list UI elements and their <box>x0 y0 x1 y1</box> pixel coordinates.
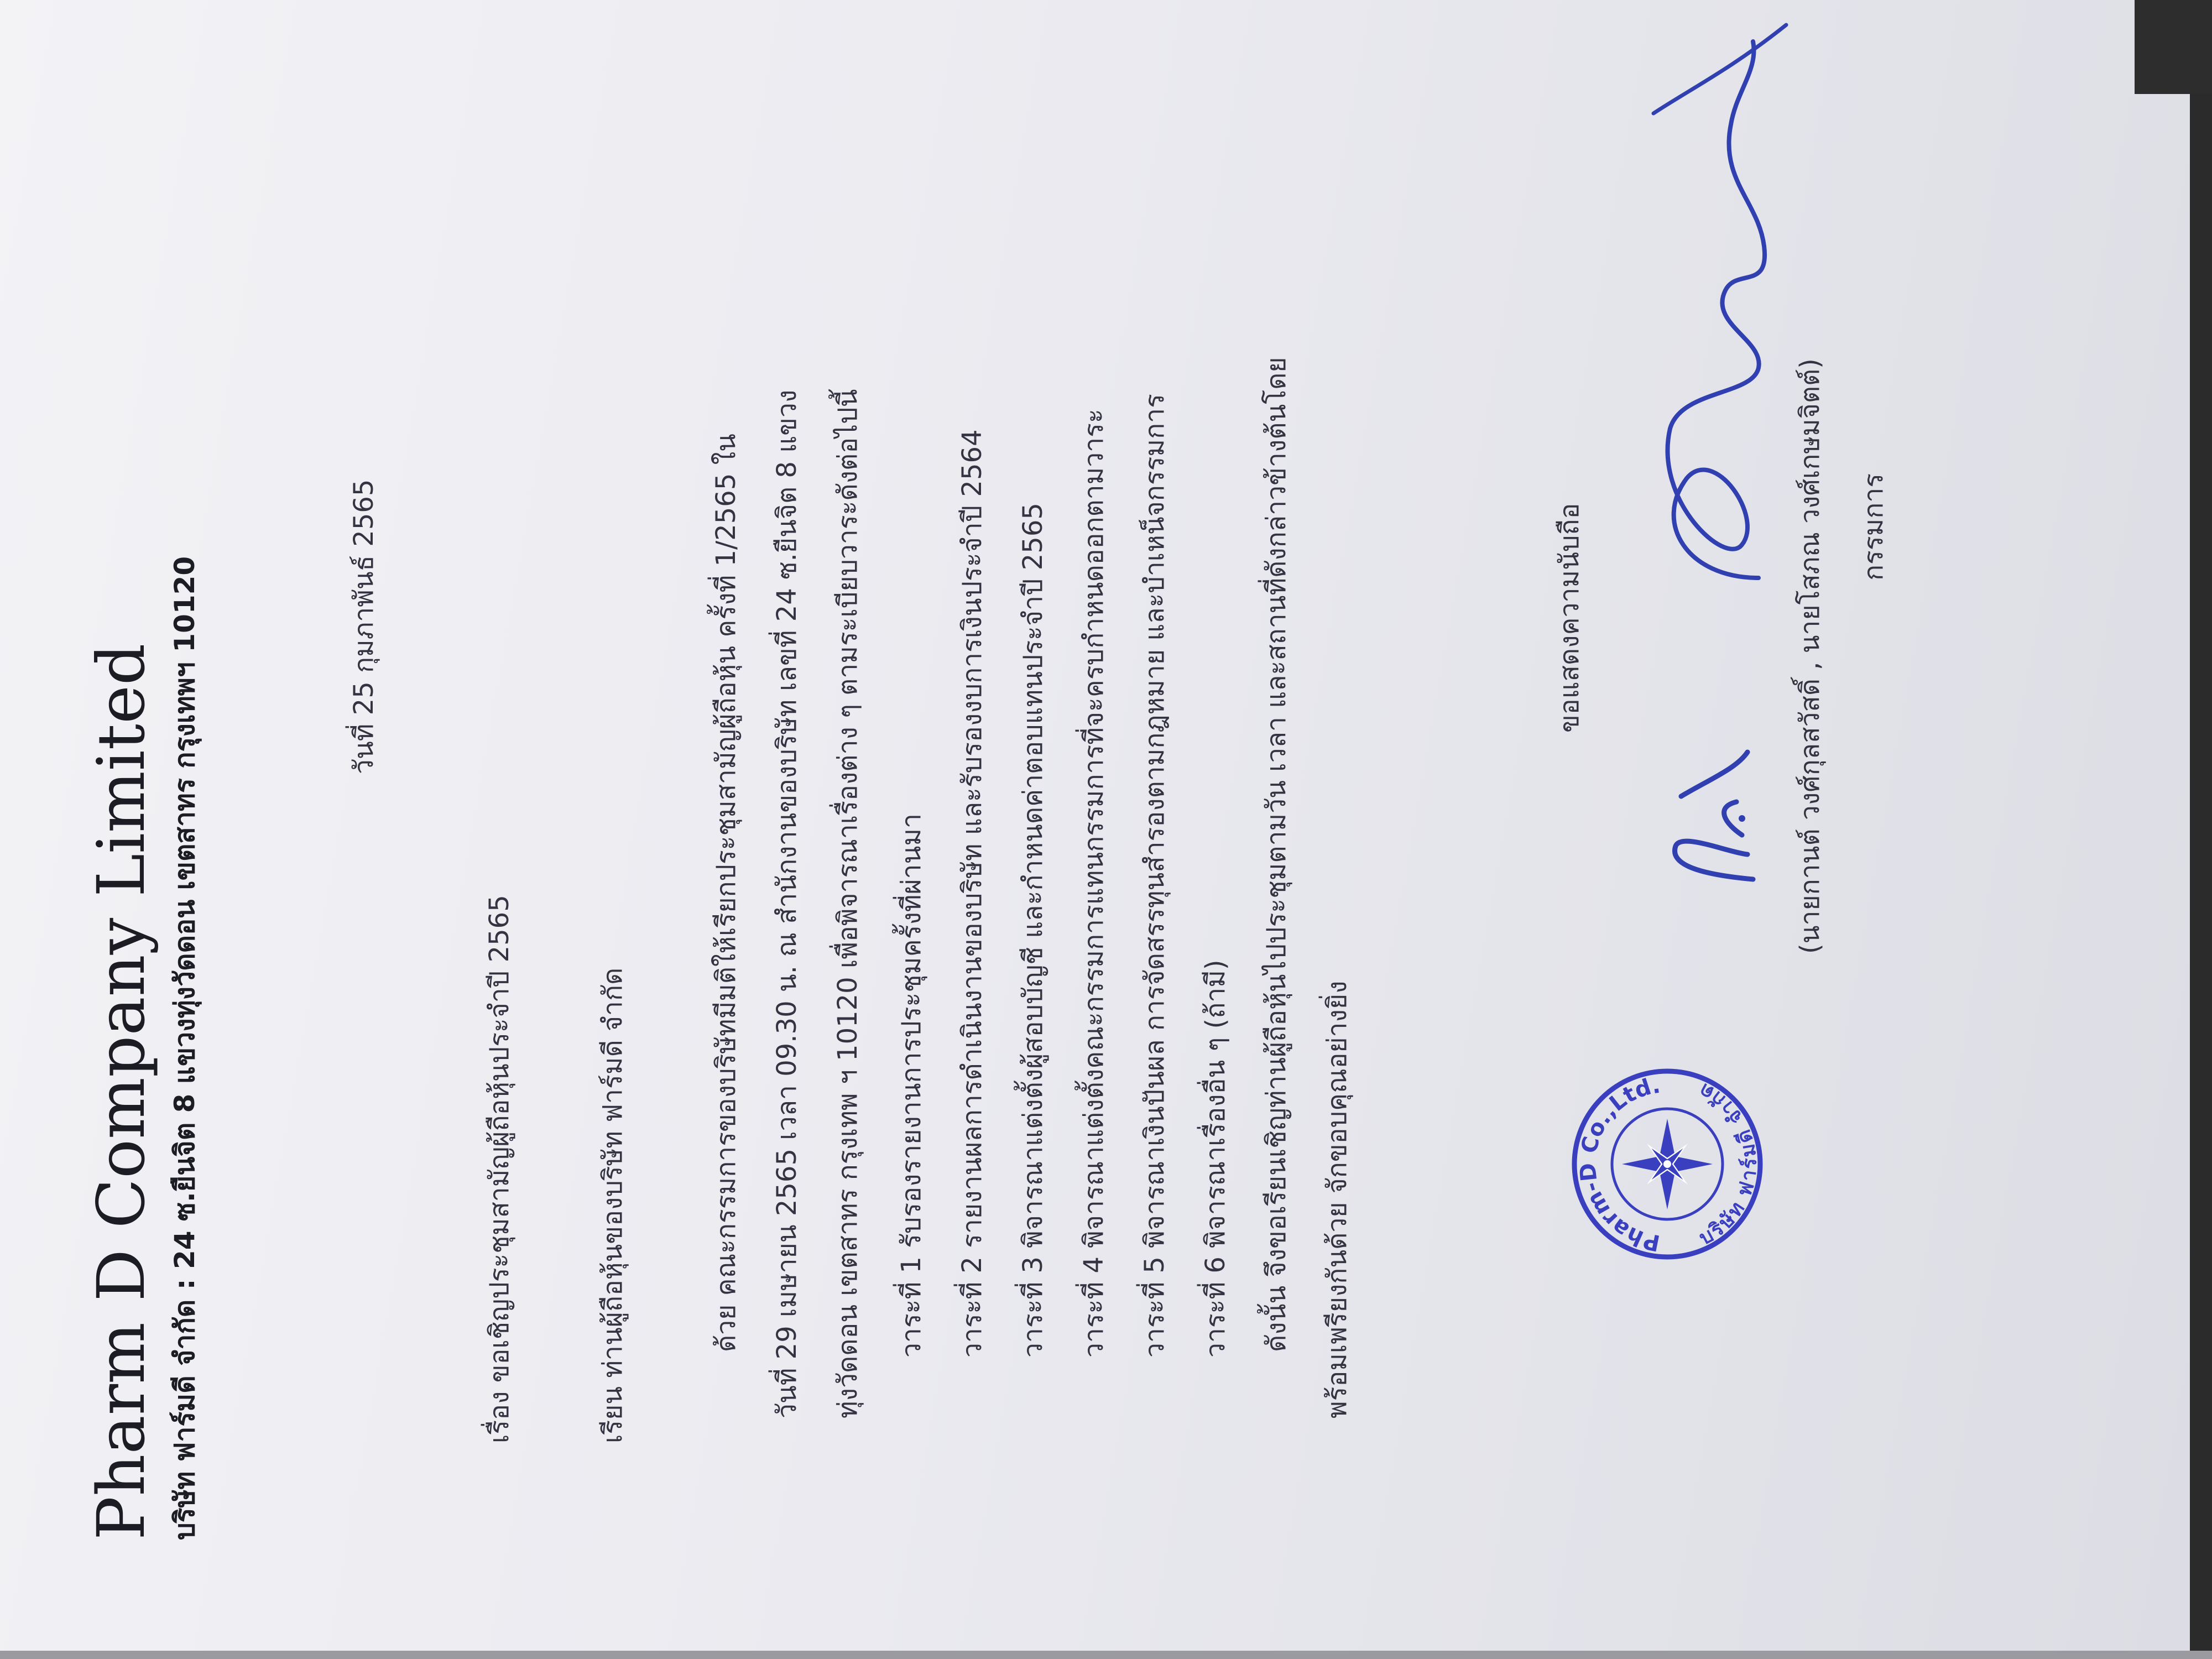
body-line-2: วันที่ 29 เมษายน 2565 เวลา 09.30 น. ณ สำนักงานของบริษัท เลขที่ 24 ซ.ยืนจิต 8 แขวง <box>771 389 802 1418</box>
agenda-item: วาระที่ 3 พิจารณาแต่งตั้งผู้สอบบัญชี และกำหนดค่าตอบแทนประจำปี 2565 <box>1018 503 1048 1358</box>
signatory-names: (นายกานต์ วงศ์กุลสวัสดิ์ , นายโสภณ วงศ์เกษมจิตต์) <box>1794 358 1825 954</box>
letter-subject: เรื่อง ขอเชิญประชุมสามัญผู้ถือหุ้นประจำปี 2565 <box>484 895 515 1443</box>
regards-text: ขอแสดงความนับถือ <box>1554 503 1585 733</box>
closing-line-1: ดังนั้น จึงขอเรียนเชิญท่านผู้ถือหุ้นไปประชุมตามวัน เวลา และสถานที่ดังกล่าวข้างต้นโดย <box>1261 357 1292 1352</box>
table-edge <box>0 1651 2212 1659</box>
agenda-item: วาระที่ 1 รับรองรายงานการประชุมครั้งที่ผ่านมา <box>896 813 927 1358</box>
body-line-1: ด้วย คณะกรรมการของบริษัทมีมติให้เรียกประชุมสามัญผู้ถือหุ้น ครั้งที่ 1/2565 ใน <box>711 434 742 1352</box>
letter-date: วันที่ 25 กุมภาพันธ์ 2565 <box>348 479 379 774</box>
compass-star-icon <box>1622 1119 1713 1209</box>
body-line-3: ทุ่งวัดดอน เขตสาทร กรุงเทพ ฯ 10120 เพื่อพิจารณาเรื่องต่าง ๆ ตามระเบียบวาระดังต่อไปนี้ <box>832 389 863 1418</box>
letter-recipient: เรียน ท่านผู้ถือหุ้นของบริษัท ฟาร์มดี จำกัด <box>597 967 628 1443</box>
signatory-title: กรรมการ <box>1858 473 1889 581</box>
stamp-text-en: Pharm-D Co.,Ltd. <box>1575 1072 1662 1256</box>
agenda-item: วาระที่ 4 พิจารณาแต่งตั้งคณะกรรมการแทนกรรมการที่จะครบกำหนดออกตามวาระ <box>1078 409 1109 1358</box>
stamp-text-th: บริษัท ฟาร์มดี จำกัด <box>1695 1078 1761 1250</box>
agenda-item: วาระที่ 5 พิจารณาเงินปันผล การจัดสรรทุนสำรองตามกฎหมาย และบำเหน็จกรรมการ <box>1139 394 1170 1358</box>
company-address-th: บริษัท ฟาร์มดี จำกัด : 24 ซ.ยืนจิต 8 แขวงทุ่งวัดดอน เขตสาทร กรุงเทพฯ 10120 <box>169 556 201 1540</box>
agenda-item: วาระที่ 6 พิจารณาเรื่องอื่น ๆ (ถ้ามี) <box>1200 959 1231 1358</box>
agenda-item: วาระที่ 2 รายงานผลการดำเนินงานของบริษัท และรับรองงบการเงินประจำปี 2564 <box>957 429 988 1358</box>
signature-1 <box>1659 730 1759 885</box>
company-name-en: Pharm D Company Limited <box>83 643 159 1540</box>
signature-2 <box>1620 14 1803 600</box>
closing-line-2: พร้อมเพรียงกันด้วย จักขอบคุณอย่างยิ่ง <box>1322 980 1353 1418</box>
company-stamp <box>1568 1065 1767 1264</box>
